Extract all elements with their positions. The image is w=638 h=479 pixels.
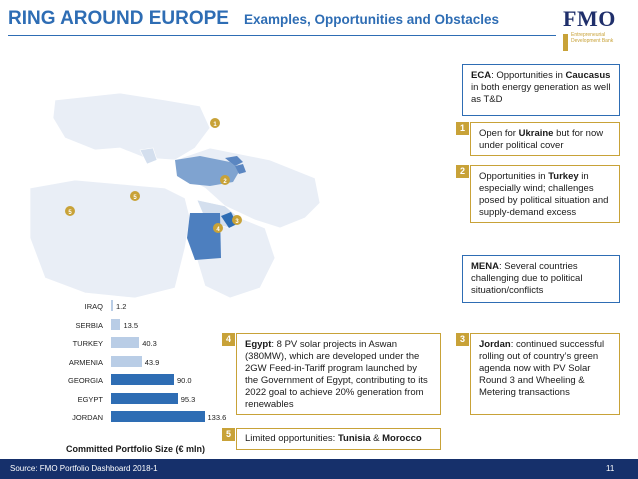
- eca-text-b: in both energy generation as well as T&D: [471, 82, 611, 105]
- pin-3-label: 3: [235, 219, 239, 225]
- turkey-pin: [220, 175, 230, 185]
- logo-name: FMO: [563, 6, 616, 31]
- portfolio-bar-chart: [55, 300, 225, 460]
- morocco-box: [236, 428, 441, 450]
- chart-title: Committed Portfolio Size (€ mln): [66, 444, 206, 454]
- pin-4-label: 4: [216, 227, 220, 233]
- pin-5a-label: 5: [68, 210, 72, 216]
- eca-bold: Caucasus: [565, 70, 611, 81]
- turkey-text-b: in especially wind; challenges posed by political situation and supply-demand excess: [479, 171, 609, 218]
- mena-prefix: MENA: [471, 261, 499, 272]
- europe-landmass: [53, 93, 210, 160]
- jordan-prefix: Jordan: [479, 339, 511, 350]
- pin-5b-label: 5: [133, 195, 137, 201]
- morocco-text-a: Limited opportunities:: [245, 433, 338, 444]
- title-divider: [8, 35, 556, 36]
- bar-category-label: JORDAN: [72, 413, 103, 422]
- page-number: 11: [606, 464, 615, 473]
- ukraine-bold: Ukraine: [518, 128, 554, 139]
- number-badge-3: 3: [456, 333, 469, 346]
- egypt-shape: [187, 213, 221, 260]
- bar-armenia: [111, 356, 142, 367]
- egypt-pin: [213, 223, 223, 233]
- bar-value-label: 40.3: [142, 339, 157, 348]
- bar-value-label: 1.2: [116, 302, 127, 311]
- page-title: RING AROUND EUROPE: [8, 8, 229, 29]
- eca-text-a: : Opportunities in: [491, 70, 566, 81]
- egypt-box: [236, 333, 441, 415]
- tunisia-bold: Tunisia: [337, 433, 371, 444]
- egypt-prefix: Egypt: [245, 339, 272, 350]
- egypt-text-a: : 8 PV solar projects in Aswan (380MW), which are developed under the 2GW Feed-in-Tariff program launched by the Government of Egypt, contributing to its 2022 goal to achieve 20% generation from renewables: [245, 339, 428, 410]
- ukraine-box: [470, 122, 620, 156]
- pin-1-label: 1: [213, 122, 217, 128]
- turkey-bold: Turkey: [548, 171, 579, 182]
- bar-category-label: ARMENIA: [68, 357, 103, 367]
- eca-box: [462, 64, 620, 116]
- bar-category-label: IRAQ: [84, 302, 103, 311]
- number-badge-1: 1: [456, 122, 469, 135]
- fmo-logo: [563, 6, 633, 54]
- ukraine-text-a: Open for: [479, 128, 519, 139]
- page-subtitle: Examples, Opportunities and Obstacles: [244, 12, 500, 27]
- number-badge-2: 2: [456, 165, 469, 178]
- turkey-text-a: Opportunities in: [479, 171, 549, 182]
- eca-prefix: ECA: [471, 70, 492, 81]
- morocco-pin: [65, 206, 75, 216]
- bar-category-label: GEORGIA: [67, 376, 103, 385]
- region-map: [25, 88, 325, 306]
- jordan-pin: [232, 215, 242, 225]
- pin-2-label: 2: [223, 179, 227, 185]
- bar-value-label: 13.5: [123, 320, 139, 330]
- north-africa-landmass: [30, 180, 190, 298]
- bar-value-label: 90.0: [177, 376, 192, 385]
- mena-text-a: : Several countries challenging due to political situation/conflicts: [471, 261, 583, 296]
- bar-value-label: 133.6: [207, 413, 227, 422]
- logo-stripe: [563, 34, 568, 51]
- footer-source: Source: FMO Portfolio Dashboard 2018-1: [10, 464, 158, 473]
- tunisia-pin: [130, 191, 140, 201]
- bar-category-label: EGYPT: [77, 394, 103, 404]
- ukraine-text-b: but for now under political cover: [479, 128, 604, 151]
- bar-egypt: [111, 393, 178, 404]
- bar-category-label: TURKEY: [72, 339, 103, 348]
- bar-category-label: SERBIA: [75, 320, 103, 330]
- number-badge-4: 4: [222, 333, 235, 346]
- bar-jordan: [111, 411, 205, 422]
- number-badge-5: 5: [222, 428, 235, 441]
- bar-serbia: [111, 319, 120, 330]
- bar-turkey: [111, 337, 139, 348]
- bar-value-label: 95.3: [180, 394, 196, 404]
- turkey-box: [470, 165, 620, 223]
- jordan-box: [470, 333, 620, 415]
- mena-box: [462, 255, 620, 303]
- morocco-text-b: &: [370, 433, 383, 444]
- bar-georgia: [111, 374, 174, 385]
- bar-value-label: 43.9: [144, 357, 160, 367]
- jordan-text-a: : continued successful rolling out of country’s green agenda now with PV Solar Round 3 and Wheeling & Metering transactions: [479, 339, 605, 398]
- ukraine-pin: [210, 118, 220, 128]
- bar-iraq: [111, 300, 113, 311]
- morocco-bold: Morocco: [382, 433, 422, 444]
- logo-tagline: Entrepreneurial Development Bank: [571, 32, 614, 44]
